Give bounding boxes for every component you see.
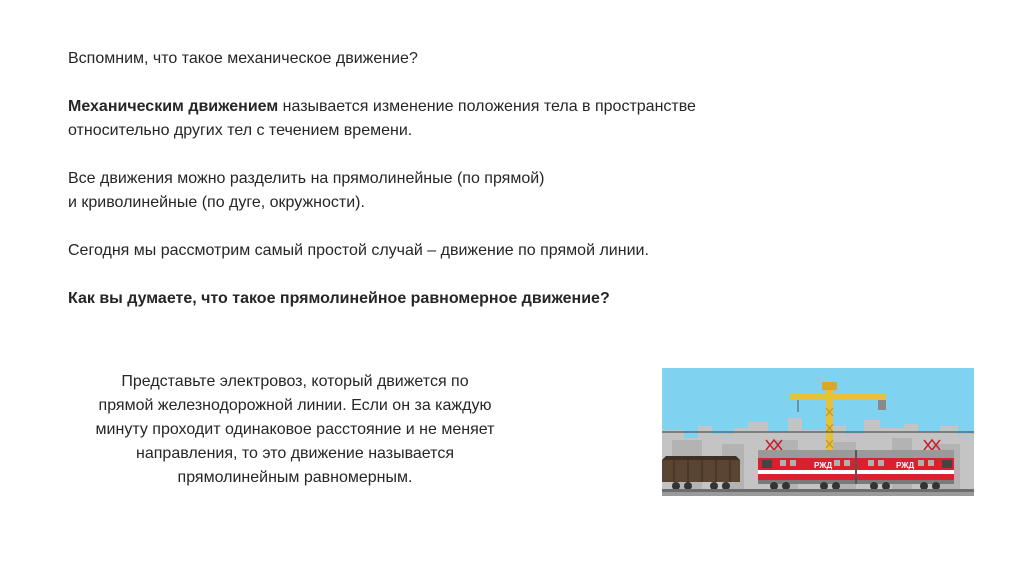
question-line: Вспомним, что такое механическое движение? (68, 50, 418, 67)
prompt-question: Как вы думаете, что такое прямолинейное равномерное движение? (68, 290, 610, 307)
types-line1: Все движения можно разделить на прямолинейные (по прямой) (68, 170, 545, 187)
locomotive-illustration (662, 368, 974, 496)
definition-line2: относительно других тел с течением времени. (68, 122, 413, 139)
caption-line3: минуту проходит одинаковое расстояние и не меняет (95, 421, 495, 438)
caption-line4: направления, то это движение называется (136, 445, 454, 462)
caption-line1: Представьте электровоз, который движется по (121, 373, 469, 390)
caption-line5: прямолинейным равномерным. (177, 469, 413, 486)
types-paragraph (68, 167, 948, 215)
today-paragraph: Сегодня мы рассмотрим самый простой случай – движение по прямой линии. (68, 242, 649, 259)
locomotive-caption (40, 370, 550, 490)
definition-rest: называется изменение положения тела в пространстве (278, 98, 696, 115)
main-text (68, 47, 948, 335)
train-scene (662, 368, 974, 496)
locomotive-icon (758, 450, 954, 490)
rzd-logo-right: РЖД (896, 461, 915, 470)
types-line2: и криволинейные (по дуге, окружности). (68, 194, 365, 211)
caption-line2: прямой железнодорожной линии. Если он за каждую (98, 397, 492, 414)
definition-term: Механическим движением (68, 98, 279, 115)
definition-paragraph (68, 95, 948, 143)
rzd-logo-left: РЖД (814, 461, 833, 470)
rail-track (662, 489, 974, 492)
